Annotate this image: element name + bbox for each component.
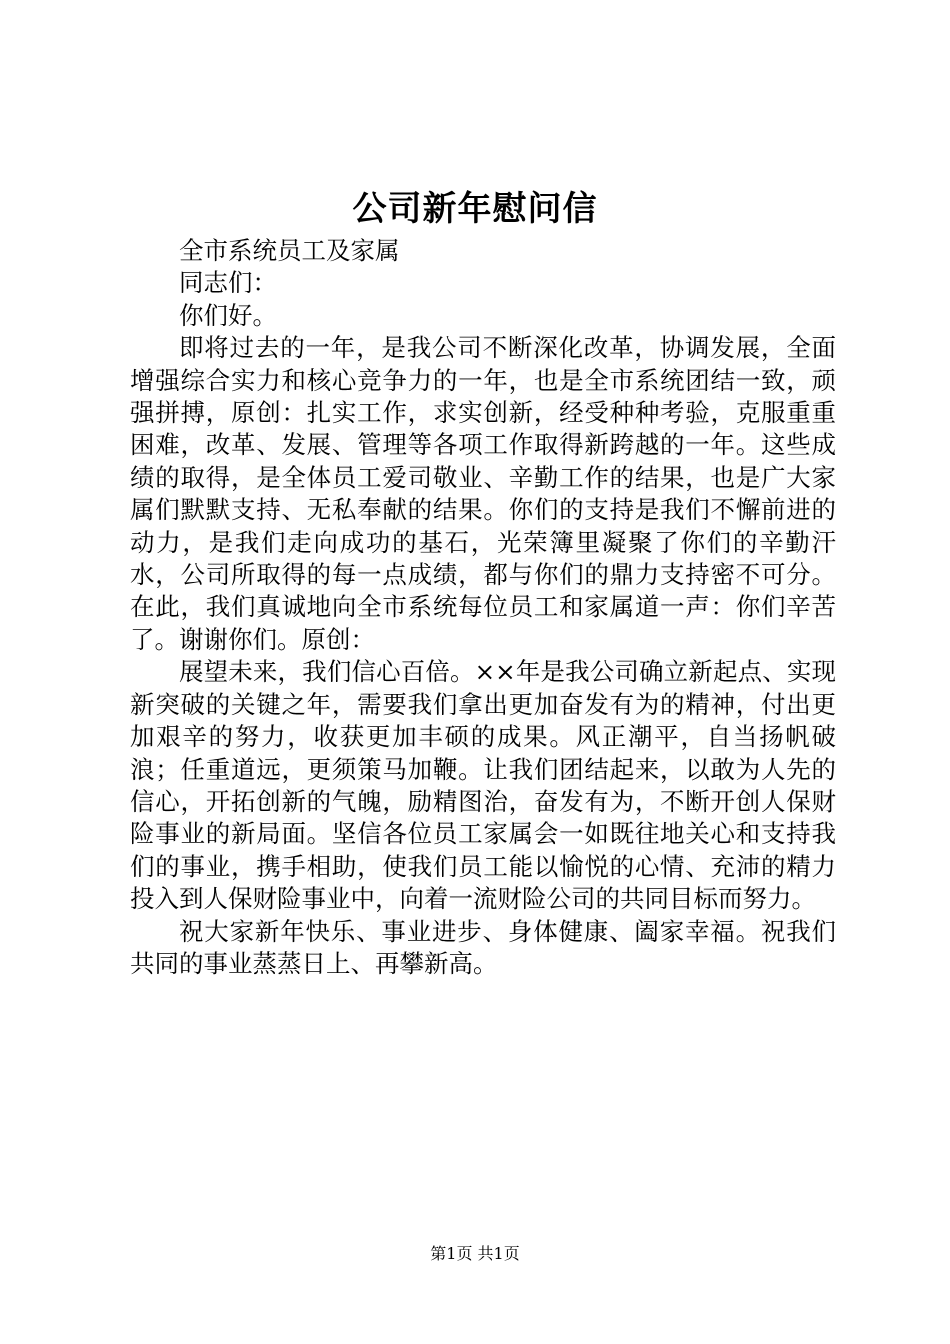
salutation-recipients: 全市系统员工及家属 <box>179 236 400 265</box>
paragraph-review: 即将过去的一年，是我公司不断深化改革，协调发展，全面增强综合实力和核心竞争力的一年，也是全市系统团结一致，顽强拼搏，原创：扎实工作，求实创新，经受种种考验，克服重重困难，改革、发展、管理等各项工作取得新跨越的一年。这些成绩的取得，是全体员工爱司敬业、辛勤工作的结果，也是广大家属们默默支持、无私奉献的结果。你们的支持是我们不懈前进的动力，是我们走向成功的基石，光荣簿里凝聚了你们的辛勤汗水，公司所取得的每一点成绩，都与你们的鼎力支持密不可分。在此，我们真诚地向全市系统每位员工和家属道一声：你们辛苦了。谢谢你们。原创： <box>130 333 836 654</box>
greeting: 你们好。 <box>179 300 277 330</box>
paragraph-wishes: 祝大家新年快乐、事业进步、身体健康、阖家幸福。祝我们共同的事业蒸蒸日上、再攀新高。 <box>130 916 836 978</box>
page-number-footer: 第1页 共1页 <box>430 1244 520 1263</box>
salutation-comrades: 同志们： <box>179 268 277 298</box>
document-body <box>130 235 836 980</box>
document-title: 公司新年慰问信 <box>352 189 598 229</box>
paragraph-outlook: 展望未来，我们信心百倍。××年是我公司确立新起点、实现新突破的关键之年，需要我们拿出更加奋发有为的精神，付出更加艰辛的努力，收获更加丰硕的成果。风正潮平，自当扬帆破浪；任重道远，更须策马加鞭。让我们团结起来，以敢为人先的信心，开拓创新的气魄，励精图治，奋发有为，不断开创人保财险事业的新局面。坚信各位员工家属会一如既往地关心和支持我们的事业，携手相助，使我们员工能以愉悦的心情、充沛的精力投入到人保财险事业中，向着一流财险公司的共同目标而努力。 <box>130 657 836 914</box>
